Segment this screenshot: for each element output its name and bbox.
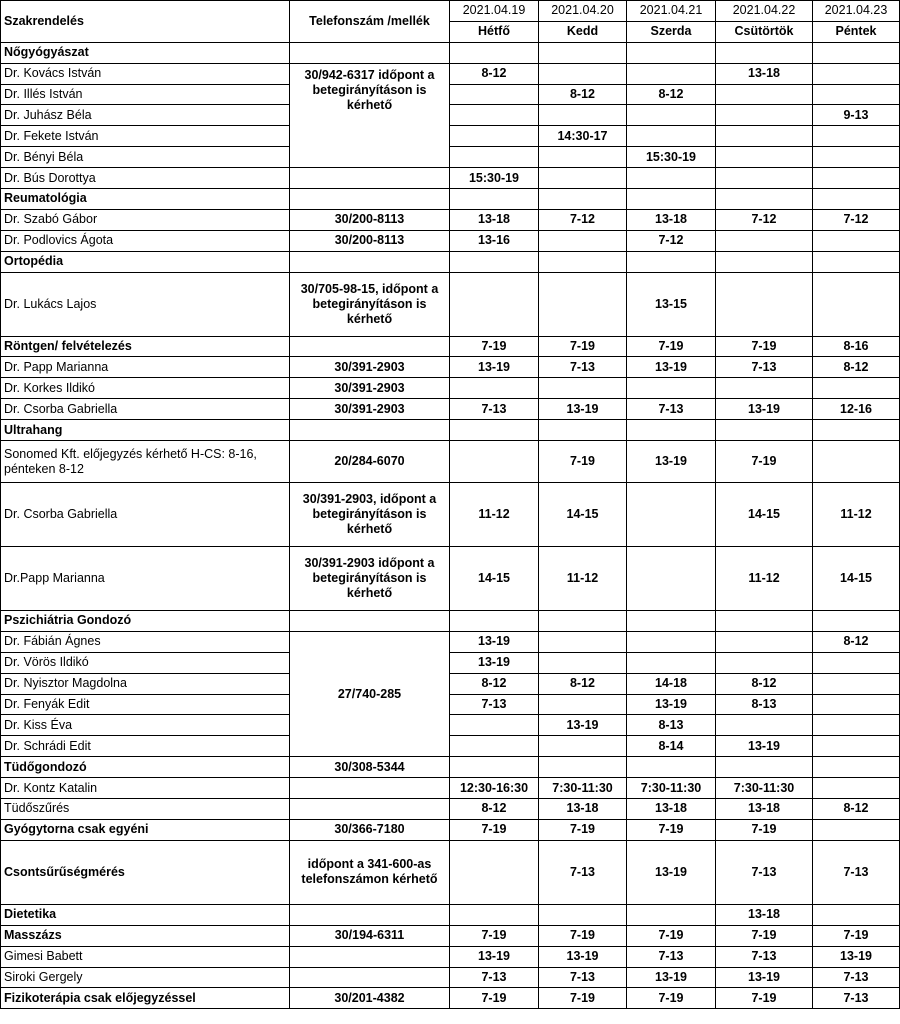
time-cell	[716, 105, 813, 126]
table-row	[1, 63, 900, 84]
time-cell: 7-13	[813, 840, 900, 904]
section-title: Ortopédia	[1, 251, 290, 272]
time-cell: 13-18	[450, 209, 539, 230]
time-cell: 13-19	[716, 399, 813, 420]
time-cell: 13-19	[450, 631, 539, 652]
time-cell	[716, 652, 813, 673]
phone-cell: 30/391-2903	[290, 357, 450, 378]
time-cell: 7:30-11:30	[627, 778, 716, 799]
time-cell	[813, 63, 900, 84]
time-cell: 13-19	[450, 357, 539, 378]
time-cell: 7-19	[539, 925, 627, 946]
time-cell: 13-18	[539, 799, 627, 820]
time-cell	[539, 230, 627, 251]
table-row	[1, 946, 900, 967]
time-cell: 7-19	[539, 336, 627, 357]
time-cell	[813, 378, 900, 399]
doctor-name: Dr. Bús Dorottya	[1, 168, 290, 189]
time-cell: 7-19	[539, 441, 627, 483]
header-phone: Telefonszám /mellék	[290, 1, 450, 43]
time-cell: 13-18	[716, 63, 813, 84]
time-cell: 7-13	[716, 840, 813, 904]
time-cell	[539, 147, 627, 168]
doctor-name: Dr. Csorba Gabriella	[1, 399, 290, 420]
section-title: Nőgyógyászat	[1, 42, 290, 63]
time-cell: 7-13	[813, 967, 900, 988]
time-cell: 7-19	[627, 336, 716, 357]
time-cell: 13-19	[627, 967, 716, 988]
time-cell: 7-19	[716, 441, 813, 483]
section-row	[1, 757, 900, 778]
time-cell: 13-19	[627, 357, 716, 378]
doctor-name: Dr. Podlovics Ágota	[1, 230, 290, 251]
time-cell: 13-19	[813, 946, 900, 967]
time-cell: 15:30-19	[627, 147, 716, 168]
time-cell: 7-13	[539, 357, 627, 378]
date-friday: 2021.04.23	[813, 1, 900, 22]
time-cell: 8-12	[813, 799, 900, 820]
time-cell: 8-16	[813, 336, 900, 357]
section-row	[1, 336, 900, 357]
time-cell: 7-19	[450, 819, 539, 840]
time-cell: 8-13	[627, 715, 716, 736]
doctor-name: Dr. Lukács Lajos	[1, 272, 290, 336]
time-cell: 12:30-16:30	[450, 778, 539, 799]
time-cell: 14:30-17	[539, 126, 627, 147]
provider-name: Sonomed Kft. előjegyzés kérhető H-CS: 8-16, pénteken 8-12	[1, 441, 290, 483]
table-row	[1, 357, 900, 378]
time-cell: 11-12	[716, 547, 813, 611]
time-cell	[627, 483, 716, 547]
doctor-name: Dr. Kovács István	[1, 63, 290, 84]
section-row	[1, 925, 900, 946]
time-cell: 14-15	[716, 483, 813, 547]
table-row	[1, 799, 900, 820]
header-specialty: Szakrendelés	[1, 1, 290, 43]
phone-cell: 30/200-8113	[290, 209, 450, 230]
doctor-name: Dr. Papp Marianna	[1, 357, 290, 378]
time-cell	[813, 778, 900, 799]
time-cell: 13-19	[539, 399, 627, 420]
table-row	[1, 84, 900, 105]
time-cell: 7-13	[450, 399, 539, 420]
time-cell	[627, 547, 716, 611]
section-row	[1, 904, 900, 925]
time-cell	[813, 904, 900, 925]
table-row	[1, 441, 900, 483]
time-cell: 13-19	[539, 946, 627, 967]
table-row	[1, 483, 900, 547]
time-cell	[716, 84, 813, 105]
table-row	[1, 168, 900, 189]
time-cell	[627, 63, 716, 84]
time-cell: 8-13	[716, 694, 813, 715]
time-cell: 13-19	[450, 652, 539, 673]
phone-cell: 30/391-2903	[290, 378, 450, 399]
time-cell	[627, 378, 716, 399]
date-tuesday: 2021.04.20	[539, 1, 627, 22]
time-cell	[813, 694, 900, 715]
doctor-name: Dr. Fekete István	[1, 126, 290, 147]
doctor-name: Dr. Juhász Béla	[1, 105, 290, 126]
time-cell	[627, 631, 716, 652]
time-cell: 8-12	[450, 799, 539, 820]
time-cell: 13-18	[627, 799, 716, 820]
section-title: Ultrahang	[1, 420, 290, 441]
day-wednesday: Szerda	[627, 21, 716, 42]
time-cell	[539, 652, 627, 673]
time-cell	[716, 168, 813, 189]
time-cell: 8-12	[539, 84, 627, 105]
doctor-name: Dr.Papp Marianna	[1, 547, 290, 611]
time-cell: 8-12	[627, 84, 716, 105]
section-title: Csontsűrűségmérés	[1, 840, 290, 904]
time-cell	[716, 272, 813, 336]
time-cell: 7-19	[627, 925, 716, 946]
time-cell	[813, 819, 900, 840]
time-cell: 7-13	[450, 967, 539, 988]
phone-cell: 30/942-6317 időpont a betegirányításon is kérhető	[290, 63, 450, 167]
time-cell: 7-13	[716, 946, 813, 967]
table-row	[1, 673, 900, 694]
section-row	[1, 251, 900, 272]
table-row	[1, 209, 900, 230]
phone-cell: 30/705-98-15, időpont a betegirányításon is kérhető	[290, 272, 450, 336]
time-cell: 11-12	[539, 547, 627, 611]
time-cell	[813, 126, 900, 147]
time-cell: 7-19	[716, 988, 813, 1009]
time-cell: 14-15	[813, 547, 900, 611]
time-cell: 7-19	[627, 988, 716, 1009]
time-cell: 15:30-19	[450, 168, 539, 189]
table-row	[1, 378, 900, 399]
time-cell	[450, 272, 539, 336]
time-cell: 13-19	[627, 694, 716, 715]
time-cell	[450, 441, 539, 483]
table-row	[1, 399, 900, 420]
time-cell	[450, 904, 539, 925]
date-row	[1, 1, 900, 22]
day-tuesday: Kedd	[539, 21, 627, 42]
time-cell: 14-15	[450, 547, 539, 611]
phone-cell: 30/391-2903, időpont a betegirányításon is kérhető	[290, 483, 450, 547]
time-cell: 13-19	[716, 967, 813, 988]
time-cell: 7-13	[627, 946, 716, 967]
table-row	[1, 715, 900, 736]
time-cell: 9-13	[813, 105, 900, 126]
phone-cell: 30/201-4382	[290, 988, 450, 1009]
doctor-name: Dr. Kontz Katalin	[1, 778, 290, 799]
time-cell: 7-12	[813, 209, 900, 230]
time-cell	[539, 105, 627, 126]
time-cell: 7-13	[813, 988, 900, 1009]
time-cell	[450, 736, 539, 757]
phone-cell: 30/194-6311	[290, 925, 450, 946]
time-cell: 11-12	[813, 483, 900, 547]
time-cell	[813, 652, 900, 673]
section-title: Dietetika	[1, 904, 290, 925]
time-cell: 13-19	[627, 840, 716, 904]
time-cell	[450, 840, 539, 904]
date-thursday: 2021.04.22	[716, 1, 813, 22]
time-cell	[450, 378, 539, 399]
day-thursday: Csütörtök	[716, 21, 813, 42]
time-cell: 7-19	[627, 819, 716, 840]
doctor-name: Dr. Szabó Gábor	[1, 209, 290, 230]
time-cell: 7-19	[450, 988, 539, 1009]
doctor-name: Dr. Schrádi Edit	[1, 736, 290, 757]
time-cell: 13-18	[716, 799, 813, 820]
section-row	[1, 42, 900, 63]
time-cell	[813, 673, 900, 694]
phone-cell: 27/740-285	[290, 631, 450, 756]
time-cell: 7-19	[716, 336, 813, 357]
time-cell: 7-19	[539, 819, 627, 840]
time-cell	[716, 715, 813, 736]
therapist-name: Gimesi Babett	[1, 946, 290, 967]
time-cell	[813, 84, 900, 105]
time-cell: 7-19	[450, 336, 539, 357]
time-cell: 13-15	[627, 272, 716, 336]
day-friday: Péntek	[813, 21, 900, 42]
time-cell: 13-18	[627, 209, 716, 230]
time-cell	[627, 126, 716, 147]
time-cell: 7-13	[450, 694, 539, 715]
table-row	[1, 631, 900, 652]
doctor-name: Dr. Korkes Ildikó	[1, 378, 290, 399]
table-row	[1, 736, 900, 757]
table-row	[1, 126, 900, 147]
section-title: Reumatológia	[1, 189, 290, 210]
date-wednesday: 2021.04.21	[627, 1, 716, 22]
time-cell	[539, 736, 627, 757]
table-row	[1, 147, 900, 168]
time-cell: 7-19	[716, 925, 813, 946]
phone-cell: 30/308-5344	[290, 757, 450, 778]
time-cell	[539, 168, 627, 189]
section-row	[1, 420, 900, 441]
phone-cell: 30/391-2903	[290, 399, 450, 420]
time-cell: 7-19	[813, 925, 900, 946]
time-cell: 8-12	[450, 673, 539, 694]
time-cell	[539, 631, 627, 652]
time-cell: 7-13	[716, 357, 813, 378]
time-cell: 8-12	[813, 357, 900, 378]
time-cell: 8-12	[716, 673, 813, 694]
time-cell: 7-19	[450, 925, 539, 946]
time-cell	[539, 272, 627, 336]
time-cell	[627, 904, 716, 925]
time-cell	[716, 230, 813, 251]
section-title: Fizikoterápia csak előjegyzéssel	[1, 988, 290, 1009]
time-cell	[813, 441, 900, 483]
time-cell	[813, 147, 900, 168]
time-cell: 13-19	[716, 736, 813, 757]
phone-cell: 30/391-2903 időpont a betegirányításon is kérhető	[290, 547, 450, 611]
time-cell	[813, 272, 900, 336]
time-cell	[716, 147, 813, 168]
time-cell	[813, 736, 900, 757]
service-name: Tüdőszűrés	[1, 799, 290, 820]
section-row	[1, 819, 900, 840]
table-row	[1, 547, 900, 611]
time-cell	[813, 168, 900, 189]
doctor-name: Dr. Csorba Gabriella	[1, 483, 290, 547]
time-cell: 13-18	[716, 904, 813, 925]
time-cell: 7-13	[539, 967, 627, 988]
date-monday: 2021.04.19	[450, 1, 539, 22]
time-cell	[813, 715, 900, 736]
time-cell	[716, 126, 813, 147]
time-cell: 8-12	[539, 673, 627, 694]
time-cell: 7-19	[716, 819, 813, 840]
section-title: Röntgen/ felvételezés	[1, 336, 290, 357]
table-row	[1, 105, 900, 126]
time-cell: 7-12	[539, 209, 627, 230]
section-title: Tüdőgondozó	[1, 757, 290, 778]
phone-cell: 30/366-7180	[290, 819, 450, 840]
time-cell: 13-19	[627, 441, 716, 483]
time-cell: 12-16	[813, 399, 900, 420]
doctor-name: Dr. Illés István	[1, 84, 290, 105]
time-cell: 11-12	[450, 483, 539, 547]
time-cell	[716, 631, 813, 652]
time-cell: 7-13	[627, 399, 716, 420]
time-cell: 8-14	[627, 736, 716, 757]
doctor-name: Dr. Kiss Éva	[1, 715, 290, 736]
doctor-name: Dr. Vörös Ildikó	[1, 652, 290, 673]
time-cell	[539, 904, 627, 925]
time-cell	[627, 652, 716, 673]
time-cell: 8-12	[450, 63, 539, 84]
time-cell	[627, 168, 716, 189]
phone-cell: időpont a 341-600-as telefonszámon kérhető	[290, 840, 450, 904]
time-cell	[539, 378, 627, 399]
time-cell: 13-19	[450, 946, 539, 967]
time-cell	[450, 147, 539, 168]
time-cell	[627, 105, 716, 126]
doctor-name: Dr. Fenyák Edit	[1, 694, 290, 715]
table-row	[1, 652, 900, 673]
table-row	[1, 694, 900, 715]
time-cell	[813, 230, 900, 251]
section-row	[1, 840, 900, 904]
phone-cell: 20/284-6070	[290, 441, 450, 483]
section-row	[1, 611, 900, 632]
time-cell: 7-19	[539, 988, 627, 1009]
doctor-name: Dr. Fábián Ágnes	[1, 631, 290, 652]
phone-cell: 30/200-8113	[290, 230, 450, 251]
time-cell: 7-12	[716, 209, 813, 230]
table-row	[1, 778, 900, 799]
table-row	[1, 230, 900, 251]
time-cell	[450, 715, 539, 736]
section-row	[1, 988, 900, 1009]
time-cell: 7:30-11:30	[716, 778, 813, 799]
time-cell	[450, 126, 539, 147]
section-title: Pszichiátria Gondozó	[1, 611, 290, 632]
section-row	[1, 189, 900, 210]
table-row	[1, 967, 900, 988]
time-cell	[450, 105, 539, 126]
time-cell: 7-13	[539, 840, 627, 904]
doctor-name: Dr. Bényi Béla	[1, 147, 290, 168]
day-monday: Hétfő	[450, 21, 539, 42]
time-cell: 14-15	[539, 483, 627, 547]
section-title: Masszázs	[1, 925, 290, 946]
therapist-name: Siroki Gergely	[1, 967, 290, 988]
time-cell	[539, 694, 627, 715]
section-title: Gyógytorna csak egyéni	[1, 819, 290, 840]
time-cell	[716, 378, 813, 399]
time-cell: 13-19	[539, 715, 627, 736]
table-row	[1, 272, 900, 336]
time-cell	[539, 63, 627, 84]
time-cell	[450, 84, 539, 105]
time-cell: 7-12	[627, 230, 716, 251]
time-cell: 8-12	[813, 631, 900, 652]
time-cell: 7:30-11:30	[539, 778, 627, 799]
time-cell: 13-16	[450, 230, 539, 251]
time-cell: 14-18	[627, 673, 716, 694]
doctor-name: Dr. Nyisztor Magdolna	[1, 673, 290, 694]
